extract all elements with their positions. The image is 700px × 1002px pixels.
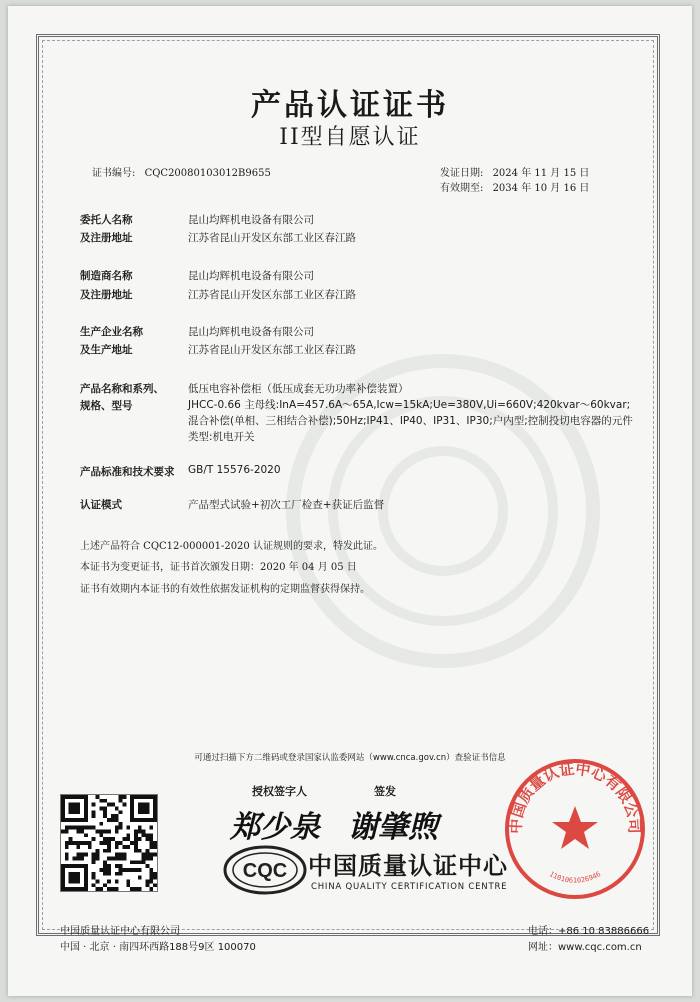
issue-date-value: 2024 年 11 月 15 日 bbox=[492, 168, 590, 179]
certificate-subtitle: II型自愿认证 bbox=[279, 125, 421, 150]
standard-label: 产品标准和技术要求 bbox=[80, 466, 175, 478]
verify-instructions: 可通过扫描下方二维码或登录国家认监委网站（www.cnca.gov.cn）查验证书信息 bbox=[194, 753, 506, 763]
valid-until bbox=[440, 179, 589, 194]
manufacturer-name: 昆山均辉机电设备有限公司 bbox=[188, 270, 314, 282]
client-name: 昆山均辉机电设备有限公司 bbox=[188, 214, 314, 226]
product-name: 低压电容补偿柜（低压成套无功功率补偿装置） bbox=[188, 383, 409, 395]
mode-label: 认证模式 bbox=[80, 499, 122, 511]
certificate-title: 产品认证证书 bbox=[251, 88, 449, 123]
valid-until-label: 有效期至: bbox=[440, 183, 484, 194]
issuer-label: 签发 bbox=[374, 785, 396, 798]
certificate-number bbox=[92, 164, 271, 179]
authorized-signatory-label: 授权签字人 bbox=[252, 785, 307, 798]
cqc-logo-icon bbox=[222, 844, 308, 896]
certificate-number-value: CQC20080103012B9655 bbox=[144, 168, 271, 179]
factory-address-label: 及生产地址 bbox=[80, 344, 133, 356]
factory-name: 昆山均辉机电设备有限公司 bbox=[188, 326, 314, 338]
footer-phone: 电话：+86 10 83886666 bbox=[528, 926, 650, 937]
svg-text:1101061026946 bbox=[548, 870, 602, 885]
note-change: 本证书为变更证书，证书首次颁发日期：2020 年 04 月 05 日 bbox=[80, 562, 357, 573]
product-label-line1: 产品名称和系列、 bbox=[80, 383, 164, 395]
client-address: 江苏省昆山开发区东部工业区春江路 bbox=[188, 232, 356, 244]
certificate-number-label: 证书编号: bbox=[92, 168, 136, 179]
note-conformity: 上述产品符合 CQC12-000001-2020 认证规则的要求，特发此证。 bbox=[80, 541, 383, 552]
manufacturer-address: 江苏省昆山开发区东部工业区春江路 bbox=[188, 289, 356, 301]
authorized-signature: 郑少泉 bbox=[230, 810, 320, 845]
footer-org-name: 中国质量认证中心有限公司 bbox=[60, 926, 180, 937]
manufacturer-name-label: 制造商名称 bbox=[80, 270, 133, 282]
issue-date-label: 发证日期: bbox=[440, 168, 484, 179]
footer-address: 中国 · 北京 · 南四环西路188号9区 100070 bbox=[60, 942, 256, 953]
client-address-label: 及注册地址 bbox=[80, 232, 133, 244]
seal-code: 1101061026946 bbox=[547, 870, 603, 885]
factory-address: 江苏省昆山开发区东部工业区春江路 bbox=[188, 344, 356, 356]
client-name-label: 委托人名称 bbox=[80, 214, 133, 226]
seal-text: 中国质量认证中心有限公司 bbox=[506, 759, 644, 834]
org-name-cn: 中国质量认证中心 bbox=[308, 852, 508, 880]
qr-code-icon[interactable] bbox=[60, 794, 158, 892]
official-seal-icon bbox=[500, 754, 650, 904]
valid-until-value: 2034 年 10 月 16 日 bbox=[492, 183, 590, 194]
issue-date bbox=[440, 164, 589, 179]
cqc-logo-text: CQC bbox=[242, 860, 288, 882]
note-validity: 证书有效期内本证书的有效性依据发证机构的定期监督获得保持。 bbox=[80, 584, 370, 595]
certificate-page bbox=[8, 6, 692, 996]
standard-value: GB/T 15576-2020 bbox=[188, 464, 281, 476]
mode-value: 产品型式试验+初次工厂检查+获证后监督 bbox=[188, 499, 385, 511]
product-spec: JHCC-0.66 主母线:InA=457.6A～65A,Icw=15kA;Ue=380V,Ui=660V;420kvar～60kvar;混合补偿(单相、三相结合补偿);50Hz;IP41、IP40、IP31、IP30;户内型;控制投切电容器的元件类型:机电开关 bbox=[188, 399, 633, 443]
issuer-signature: 谢肇煦 bbox=[348, 810, 438, 845]
factory-name-label: 生产企业名称 bbox=[80, 326, 143, 338]
footer-website: 网址：www.cqc.com.cn bbox=[528, 942, 642, 953]
product-label-line2: 规格、型号 bbox=[80, 400, 133, 412]
org-name-en: CHINA QUALITY CERTIFICATION CENTRE bbox=[311, 882, 508, 892]
manufacturer-address-label: 及注册地址 bbox=[80, 289, 133, 301]
